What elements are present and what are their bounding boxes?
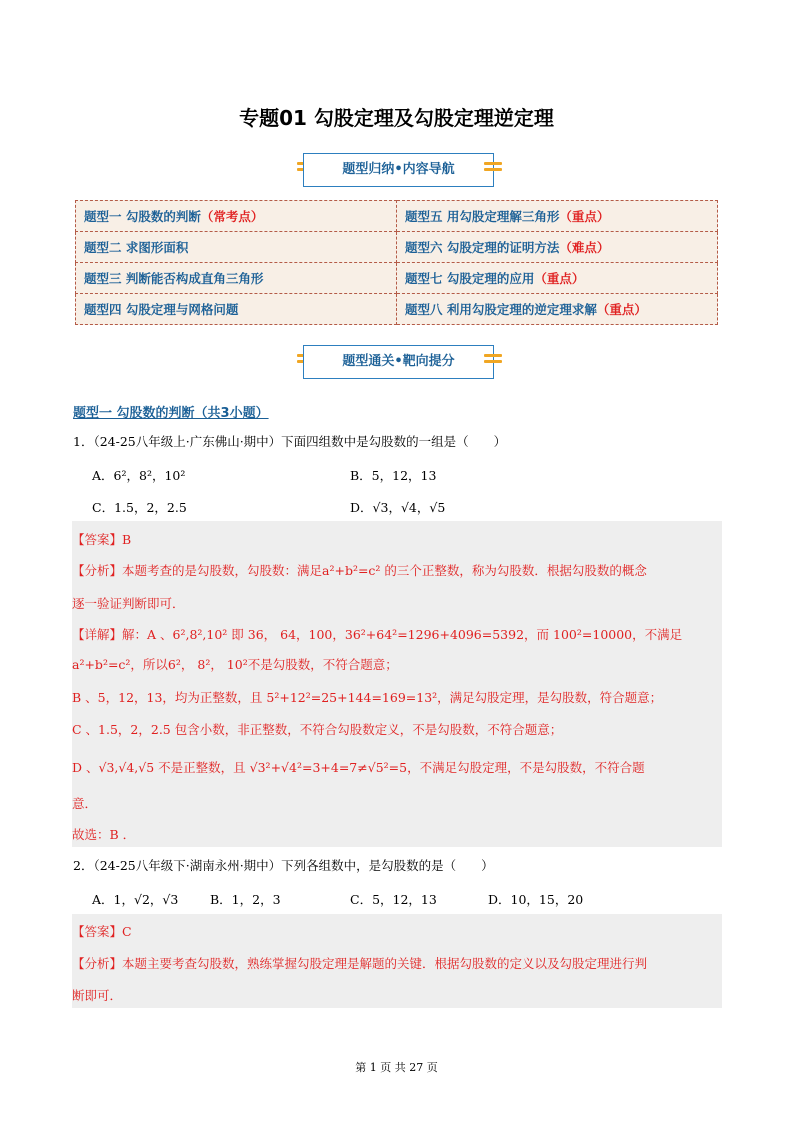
nav-item[interactable]: 题型六 勾股定理的证明方法（难点） (397, 232, 718, 263)
q2-analysis-line1: 【分析】本题主要考查勾股数，熟练掌握勾股定理是解题的关键．根据勾股数的定义以及勾股定理进行判 (72, 956, 648, 971)
nav-item[interactable]: 题型一 勾股数的判断（常考点） (76, 201, 397, 232)
q2-option-a: A．1，√2，√3 (92, 892, 179, 907)
banner-right-deco-icon (484, 162, 502, 177)
nav-item[interactable]: 题型四 勾股定理与网格问题 (76, 294, 397, 325)
nav-banner (0, 153, 793, 189)
q1-option-d: D．√3，√4，√5 (350, 500, 446, 515)
nav-item[interactable]: 题型三 判断能否构成直角三角形 (76, 263, 397, 294)
q1-detail-line1: 【详解】解：A 、6²,8²,10² 即 36， 64，100，36²+64²=1296+4096=5392，而 100²=10000，不满足 (72, 627, 683, 642)
q1-conclusion: 故选：B ． (72, 827, 136, 842)
page-title: 专题01 勾股定理及勾股定理逆定理 (239, 106, 554, 130)
banner-right-deco-icon (484, 354, 502, 369)
q1-detail-line5: D 、√3,√4,√5 不是正整数，且 √3²+√4²=3+4=7≠√5²=5，不满足勾股定理，不是勾股数，不符合题 (72, 760, 645, 775)
q2-analysis-line2: 断即可． (72, 988, 123, 1003)
q1-option-a: A．6²，8²，10² (92, 468, 186, 483)
practice-banner (0, 345, 793, 381)
topic-nav-table (75, 200, 718, 325)
nav-item[interactable]: 题型八 利用勾股定理的逆定理求解（重点） (397, 294, 718, 325)
page-footer: 第 1 页 共 27 页 (355, 1061, 438, 1074)
q1-analysis-line2: 逐一验证判断即可． (72, 596, 185, 611)
nav-item[interactable]: 题型七 勾股定理的应用（重点） (397, 263, 718, 294)
q1-option-c: C．1.5，2，2.5 (92, 500, 187, 515)
q1-detail-line6: 意． (72, 796, 98, 811)
q1-solution-box (72, 521, 722, 847)
q1-detail-line2: a²+b²=c²，所以6²， 8²， 10²不是勾股数，不符合题意； (72, 657, 398, 672)
q1-option-b: B．5，12，13 (350, 468, 437, 483)
section-heading: 题型一 勾股数的判断（共3小题） (73, 406, 269, 421)
q1-detail-line3: B 、5，12，13，均为正整数，且 5²+12²=25+144=169=13²，满足勾股定理，是勾股数，符合题意； (72, 690, 663, 705)
q2-option-c: C．5，12，13 (350, 892, 437, 907)
nav-banner-label: 题型归纳•内容导航 (303, 153, 494, 187)
q2-option-b: B．1，2，3 (210, 892, 281, 907)
practice-banner-label: 题型通关•靶向提分 (303, 345, 494, 379)
q1-answer: 【答案】B (72, 532, 132, 547)
q2-option-d: D．10，15，20 (488, 892, 584, 907)
question-1-stem: 1．（24-25八年级上·广东佛山·期中）下面四组数中是勾股数的一组是（ ） (73, 434, 507, 449)
q2-solution-box (72, 914, 722, 1008)
q1-detail-line4: C 、1.5，2，2.5 包含小数，非正整数，不符合勾股数定义，不是勾股数，不符合题意； (72, 722, 563, 737)
question-2-stem: 2．（24-25八年级下·湖南永州·期中）下列各组数中，是勾股数的是（ ） (73, 858, 494, 873)
nav-item[interactable]: 题型五 用勾股定理解三角形（重点） (397, 201, 718, 232)
q1-analysis-line1: 【分析】本题考查的是勾股数，勾股数：满足a²+b²=c² 的三个正整数，称为勾股数．根据勾股数的概念 (72, 563, 647, 578)
nav-item[interactable]: 题型二 求图形面积 (76, 232, 397, 263)
q2-answer: 【答案】C (72, 924, 132, 939)
